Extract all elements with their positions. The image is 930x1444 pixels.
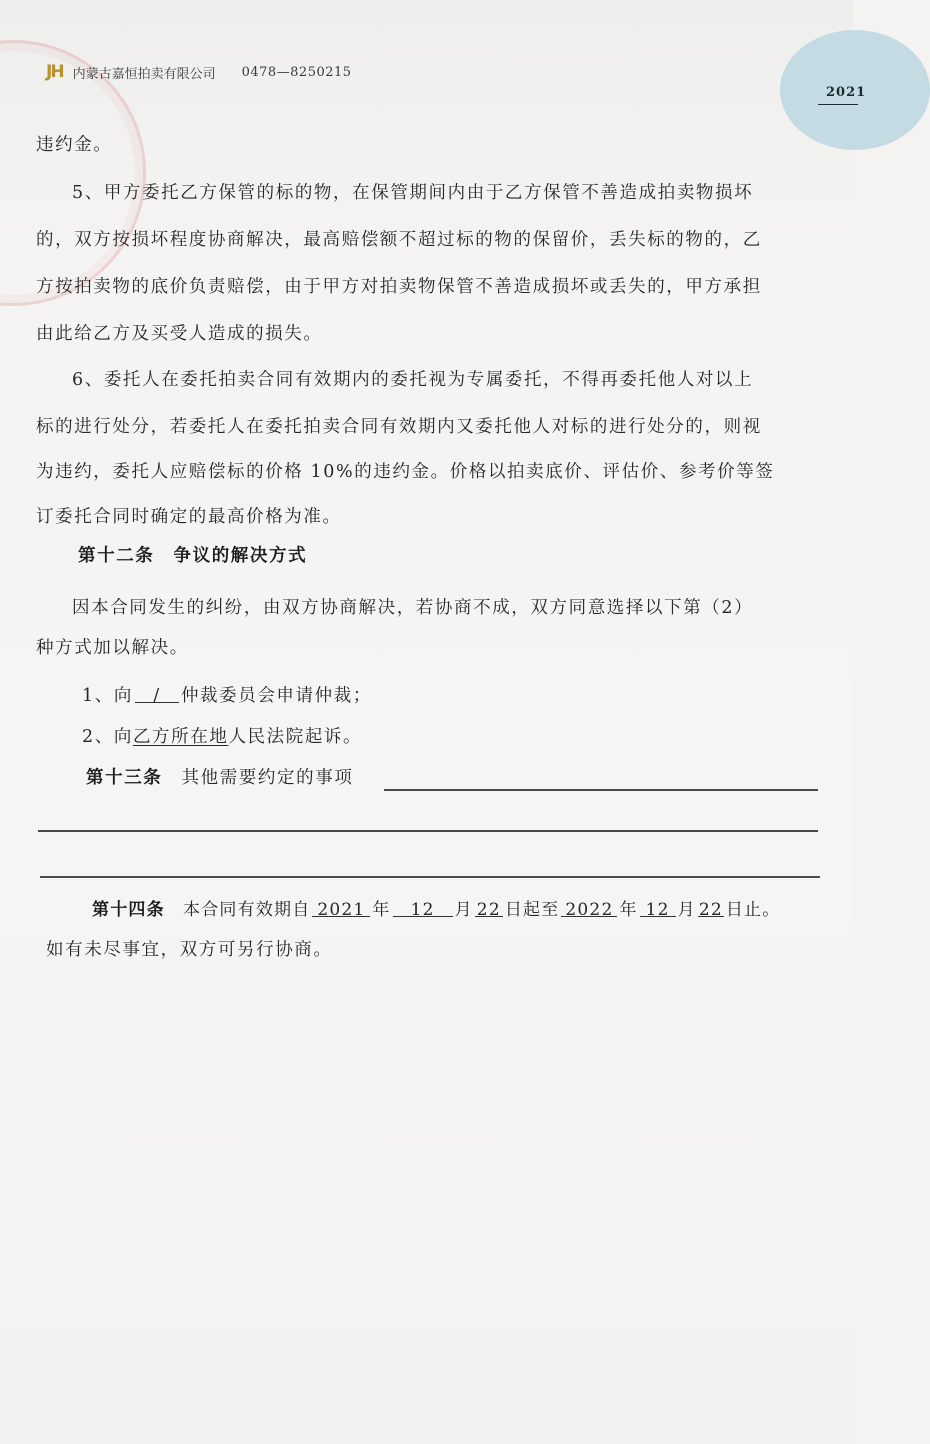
option-1-blank: / bbox=[135, 684, 179, 703]
start-day: 22 bbox=[476, 900, 501, 920]
text-line-9: 订委托合同时确定的最高价格为准。 bbox=[36, 507, 342, 527]
company-name: 内蒙古嘉恒拍卖有限公司 bbox=[72, 66, 216, 82]
company-phone: 0478—8250215 bbox=[241, 64, 352, 80]
page-tab-year: 2021 bbox=[826, 85, 867, 100]
text-line-8: 为违约，委托人应赔偿标的价格 10%的违约金。价格以拍卖底价、评估价、参考价等签 bbox=[36, 462, 775, 482]
year-label-1: 年 bbox=[372, 900, 391, 920]
blank-line-2 bbox=[40, 876, 820, 878]
article-13-fill-line bbox=[384, 789, 818, 791]
option-1-suffix: 仲裁委员会申请仲裁； bbox=[180, 686, 372, 706]
text-line-7: 标的进行处分，若委托人在委托拍卖合同有效期内又委托他人对标的进行处分的，则视 bbox=[36, 417, 762, 437]
text-line-12: 种方式加以解决。 bbox=[36, 638, 189, 658]
year-label-2: 年 bbox=[619, 900, 638, 920]
option-2 bbox=[82, 725, 362, 749]
article-13-text: 其他需要约定的事项 bbox=[181, 768, 354, 788]
text-line-5: 由此给乙方及买受人造成的损失。 bbox=[36, 324, 323, 344]
article-12-heading: 第十二条 争议的解决方式 bbox=[78, 546, 308, 566]
article-14-heading: 第十四条 bbox=[92, 900, 165, 920]
closing-line: 如有未尽事宜，双方可另行协商。 bbox=[46, 940, 333, 960]
option-2-prefix: 2、向 bbox=[82, 727, 133, 747]
letterhead bbox=[46, 62, 352, 82]
article-14-text: 本合同有效期自 bbox=[183, 900, 311, 920]
end-day: 22 bbox=[698, 900, 723, 920]
end-year: 2022 bbox=[561, 898, 617, 917]
text-line-4: 方按拍卖物的底价负责赔偿，由于甲方对拍卖物保管不善造成损坏或丢失的，甲方承担 bbox=[36, 277, 762, 297]
option-2-suffix: 人民法院起诉。 bbox=[228, 727, 363, 747]
month-label-2: 月 bbox=[677, 900, 696, 920]
text-line-2: 5、甲方委托乙方保管的标的物，在保管期间内由于乙方保管不善造成拍卖物损坏 bbox=[72, 183, 754, 203]
text-line-6: 6、委托人在委托拍卖合同有效期内的委托视为专属委托，不得再委托他人对以上 bbox=[72, 370, 754, 390]
start-month: 12 bbox=[393, 898, 453, 917]
article-14 bbox=[92, 898, 780, 922]
start-year: 2021 bbox=[312, 898, 370, 917]
day-label-2: 日止。 bbox=[725, 900, 781, 920]
option-2-underlined: 乙方所在地 bbox=[132, 727, 229, 747]
text-line-11: 因本合同发生的纠纷，由双方协商解决，若协商不成，双方同意选择以下第（2） bbox=[72, 598, 754, 618]
article-13-heading: 第十三条 bbox=[86, 768, 163, 788]
blank-line-1 bbox=[38, 830, 818, 832]
company-logo: JH bbox=[46, 62, 63, 82]
article-13 bbox=[86, 766, 353, 790]
option-1 bbox=[82, 684, 372, 708]
text-line-1: 违约金。 bbox=[36, 135, 113, 155]
page-tab-rule bbox=[818, 104, 858, 105]
month-label-1: 月 bbox=[454, 900, 473, 920]
end-month: 12 bbox=[640, 898, 676, 917]
text-line-3: 的，双方按损坏程度协商解决，最高赔偿额不超过标的物的保留价，丢失标的物的，乙 bbox=[36, 230, 762, 250]
day-label-1: 日起至 bbox=[504, 900, 560, 920]
option-1-prefix: 1、向 bbox=[82, 686, 133, 706]
